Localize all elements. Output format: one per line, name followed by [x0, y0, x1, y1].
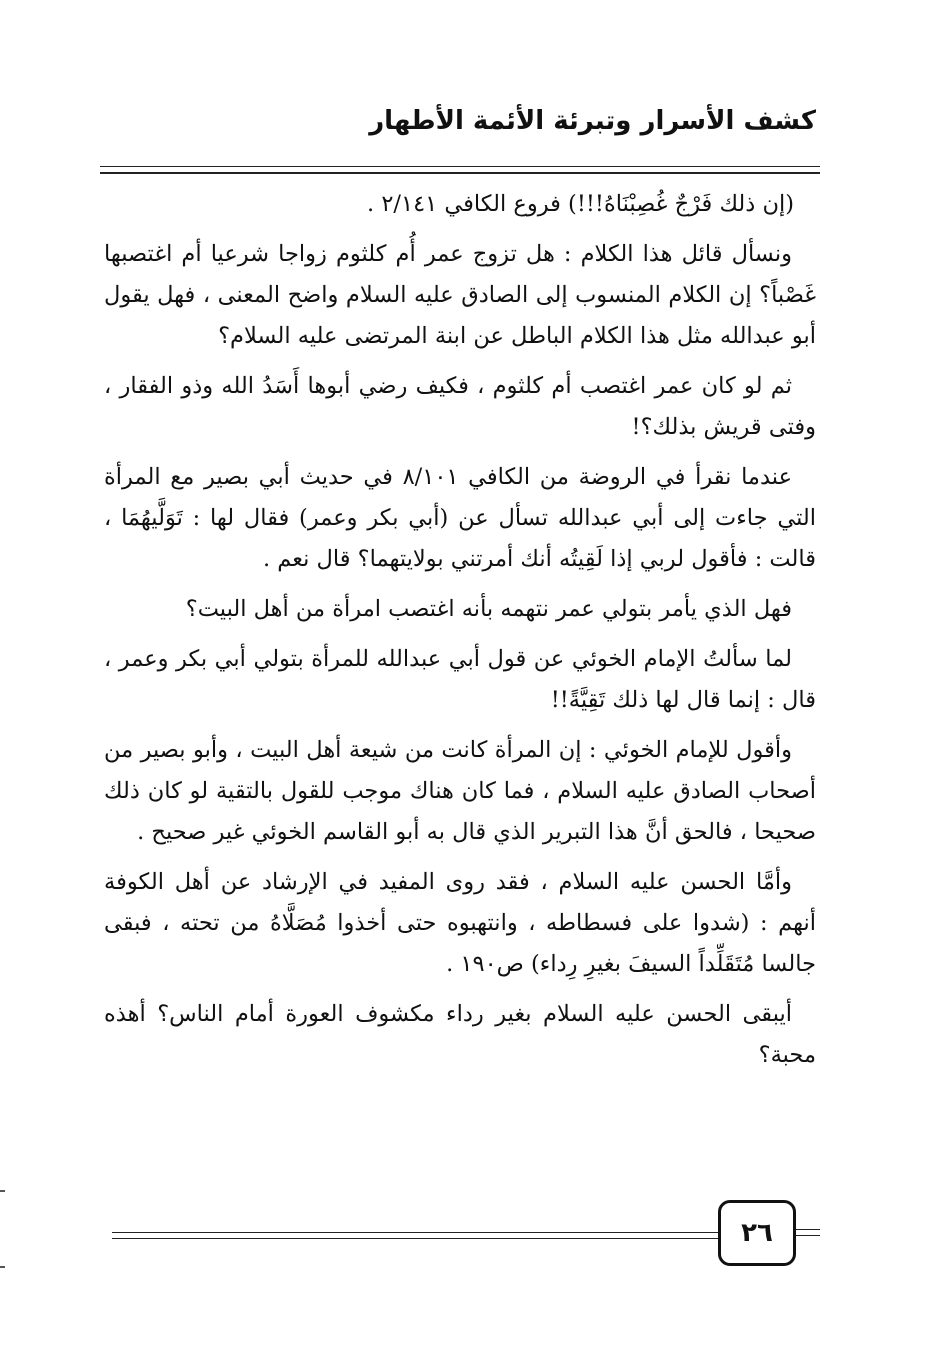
scan-margin-mark — [0, 1266, 5, 1268]
paragraph: ونسأل قائل هذا الكلام : هل تزوج عمر أُم كلثوم زواجا شرعيا أم اغتصبها غَصْباً؟ إن الكلام المنسوب إلى الصادق عليه السلام واضح المعنى ، فهل يقول أبو عبدالله مثل هذا الكلام الباطل عن ابنة المرتضى عليه السلام؟ — [104, 241, 816, 349]
paragraph: فهل الذي يأمر بتولي عمر نتهمه بأنه اغتصب امرأة من أهل البيت؟ — [185, 596, 792, 622]
footer-rule-left — [112, 1232, 718, 1233]
paragraph: أيبقى الحسن عليه السلام بغير رداء مكشوف العورة أمام الناس؟ أهذه محبة؟ — [104, 1001, 816, 1068]
paragraph: لما سألتُ الإمام الخوئي عن قول أبي عبدالله للمرأة بتولي أبي بكر وعمر ، قال : إنما قال لها ذلك تَقِيَّةً!! — [104, 646, 816, 713]
header-rule-thin — [100, 166, 820, 167]
paragraph: ثم لو كان عمر اغتصب أم كلثوم ، فكيف رضي أبوها أَسَدُ الله وذو الفقار ، وفتى قريش بذلك؟! — [104, 373, 816, 440]
paragraph-quote: (إن ذلك فَرْجٌ غُصِبْنَاهُ!!!) فروع الكافي ٢/١٤١ . — [367, 191, 794, 217]
header-rule-thick — [100, 172, 820, 174]
page-body — [104, 184, 816, 1076]
running-header-title: كشف الأسرار وتبرئة الأئمة الأطهار — [369, 106, 816, 136]
paragraph: وأمَّا الحسن عليه السلام ، فقد روى المفيد في الإرشاد عن أهل الكوفة أنهم : (شدوا على فسطاطه ، وانتهبوه حتى أخذوا مُصَلَّاهُ من تحته ، فبقى جالسا مُتَقَلِّداً السيفَ بغيرِ رِداء) ص١٩٠ . — [104, 869, 816, 977]
page-number: ٢٦ — [718, 1200, 796, 1266]
paragraph: عندما نقرأ في الروضة من الكافي ٨/١٠١ في حديث أبي بصير مع المرأة التي جاءت إلى أبي عبدالله تسأل عن (أبي بكر وعمر) فقال لها : تَوَلَّيهُمَا ، قالت : فأقول لربي إذا لَقِيتُه أنك أمرتني بولايتهما؟ قال نعم . — [104, 464, 816, 572]
paragraph: وأقول للإمام الخوئي : إن المرأة كانت من شيعة أهل البيت ، وأبو بصير من أصحاب الصادق عليه السلام ، فما كان هناك موجب للقول بالتقية لو كان ذلك صحيحا ، فالحق أنَّ هذا التبرير الذي قال به أبو القاسم الخوئي غير صحيح . — [104, 737, 816, 845]
scan-margin-mark — [0, 1190, 5, 1192]
footer-rule-right — [796, 1235, 820, 1236]
footer-rule-right — [796, 1229, 820, 1230]
footer-rule-left — [112, 1238, 718, 1239]
